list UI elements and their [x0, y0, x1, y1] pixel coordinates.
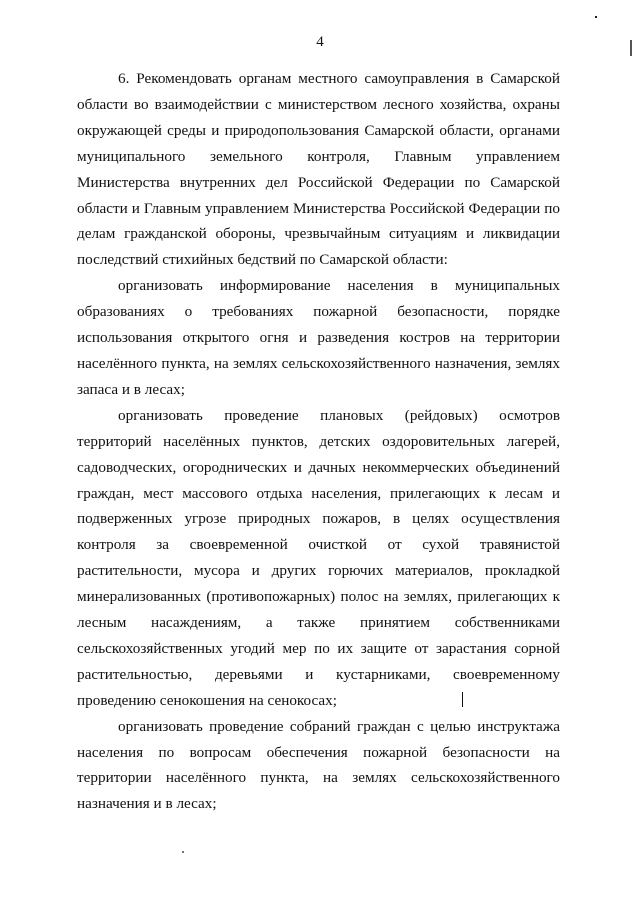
- document-body: [77, 66, 560, 817]
- scan-artifact-dot: [182, 851, 184, 853]
- page-number: 4: [316, 34, 324, 50]
- paragraph-meetings: организовать проведение собраний граждан с целью инструктажа населения по вопросам обеспечения пожарной безопасности на территории населённого пункта, на землях сельскохозяйственного назначения и в лесах;: [77, 717, 560, 813]
- paragraph-recommendation: 6. Рекомендовать органам местного самоуправления в Самарской области во взаимодействии с министерством лесного хозяйства, охраны окружающей среды и природопользования Самарской области, органами муниципального земельного контроля, Главным управлением Министерства внутренних дел Российской Федерации по Самарской области и Главным управлением Министерства Российской Федерации по делам гражданской обороны, чрезвычайным ситуациям и ликвидации последствий стихийных бедствий по Самарской области:: [77, 70, 560, 269]
- scan-artifact-tick: [595, 16, 597, 18]
- paragraph-informing: организовать информирование населения в муниципальных образованиях о требованиях пожарной безопасности, порядке использования открытого огня и разведения костров на территории населённого пункта, на землях сельскохозяйственного назначения, землях запаса и в лесах;: [77, 277, 560, 398]
- paragraph-inspections: организовать проведение плановых (рейдовых) осмотров территорий населённых пунктов, детских оздоровительных лагерей, садоводческих, огороднических и дачных некоммерческих объединений граждан, мест массового отдыха населения, прилегающих к лесам и подверженных угрозе природных пожаров, в целях осуществления контроля за своевременной очисткой от сухой травянистой растительности, мусора и других горючих материалов, прокладкой минерализованных (противопожарных) полос на землях, прилегающих к лесным насаждениям, а также принятием собственниками сельскохозяйственных угодий мер по их защите от зарастания сорной растительностью, деревьями и кустарниками, своевременному проведению сенокошения на сенокосах;: [77, 406, 560, 709]
- text-cursor-mark: [462, 692, 463, 707]
